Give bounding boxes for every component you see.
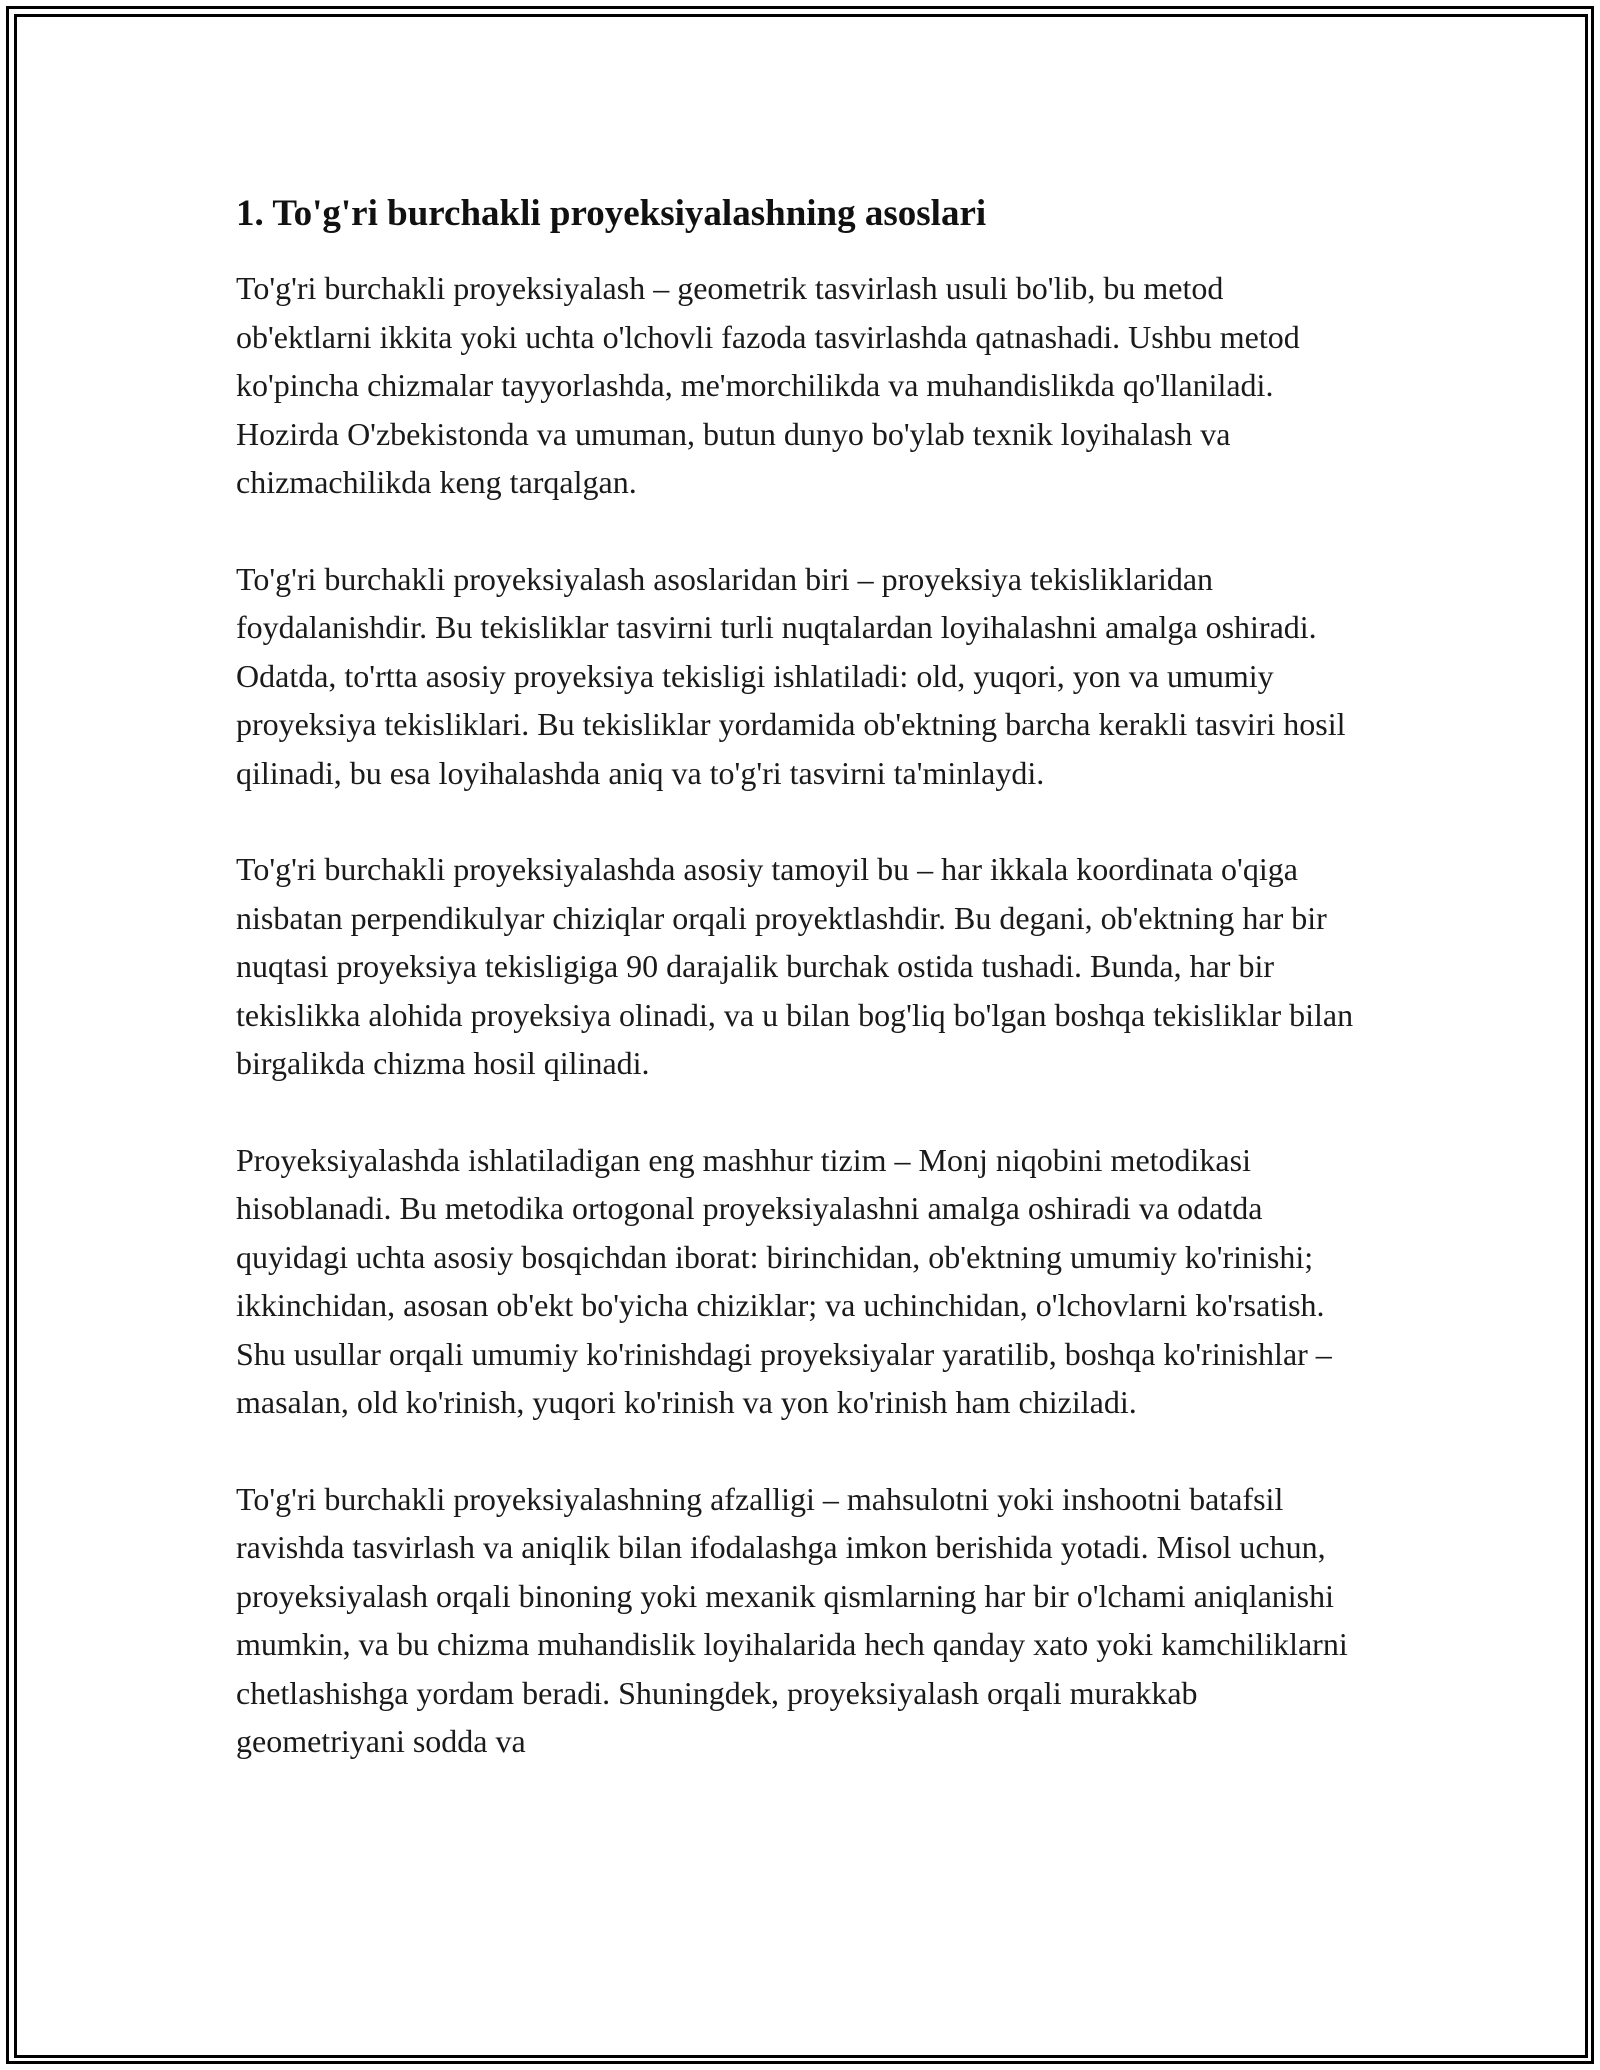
paragraph-4: Proyeksiyalashda ishlatiladigan eng mashhur tizim – Monj niqobini metodikasi hisoblanadi. Bu metodika ortogonal proyeksiyalashni amalga oshiradi va odatda quyidagi uchta asosiy bosqichdan iborat: birinchidan, ob'ektning umumiy ko'rinishi; ikkinchidan, asosan ob'ekt bo'yicha chiziklar; va uchinchidan, o'lchovlarni ko'rsatish. Shu usullar orqali umumiy ko'rinishdagi proyeksiyalar yaratilib, boshqa ko'rinishlar – masalan, old ko'rinish, yuqori ko'rinish va yon ko'rinish ham chiziladi. bbox=[236, 1141, 1332, 1420]
document-body bbox=[236, 186, 1366, 1814]
paragraph-3: To'g'ri burchakli proyeksiyalashda asosiy tamoyil bu – har ikkala koordinata o'qiga nisbatan perpendikulyar chiziqlar orqali proyektlashdir. Bu degani, ob'ektning har bir nuqtasi proyeksiya tekisligiga 90 darajalik burchak ostida tushadi. Bunda, har bir tekislikka alohida proyeksiya olinadi, va u bilan bog'liq bo'lgan boshqa tekisliklar bilan birgalikda chizma hosil qilinadi. bbox=[236, 851, 1354, 1081]
section-heading: 1. To'g'ri burchakli proyeksiyalashning asoslari bbox=[236, 193, 987, 234]
paragraph-1: To'g'ri burchakli proyeksiyalash – geometrik tasvirlash usuli bo'lib, bu metod ob'ektlarni ikkita yoki uchta o'lchovli fazoda tasvirlashda qatnashadi. Ushbu metod ko'pincha chizmalar tayyorlashda, me'morchilikda va muhandislikda qo'llaniladi. Hozirda O'zbekistonda va umuman, butun dunyo bo'ylab texnik loyihalash va chizmachilikda keng tarqalgan. bbox=[236, 270, 1300, 500]
paragraph-5: To'g'ri burchakli proyeksiyalashning afzalligi – mahsulotni yoki inshootni batafsil ravishda tasvirlash va aniqlik bilan ifodalashga imkon berishida yotadi. Misol uchun, proyeksiyalash orqali binoning yoki mexanik qismlarning har bir o'lchami aniqlanishi mumkin, va bu chizma muhandislik loyihalarida hech qanday xato yoki kamchiliklarni chetlashishga yordam beradi. Shuningdek, proyeksiyalash orqali murakkab geometriyani sodda va bbox=[236, 1480, 1348, 1759]
paragraph-2: To'g'ri burchakli proyeksiyalash asoslaridan biri – proyeksiya tekisliklaridan foydalanishdir. Bu tekisliklar tasvirni turli nuqtalardan loyihalashni amalga oshiradi. Odatda, to'rtta asosiy proyeksiya tekisligi ishlatiladi: old, yuqori, yon va umumiy proyeksiya tekisliklari. Bu tekisliklar yordamida ob'ektning barcha kerakli tasviri hosil qilinadi, bu esa loyihalashda aniq va to'g'ri tasvirni ta'minlaydi. bbox=[236, 560, 1346, 791]
